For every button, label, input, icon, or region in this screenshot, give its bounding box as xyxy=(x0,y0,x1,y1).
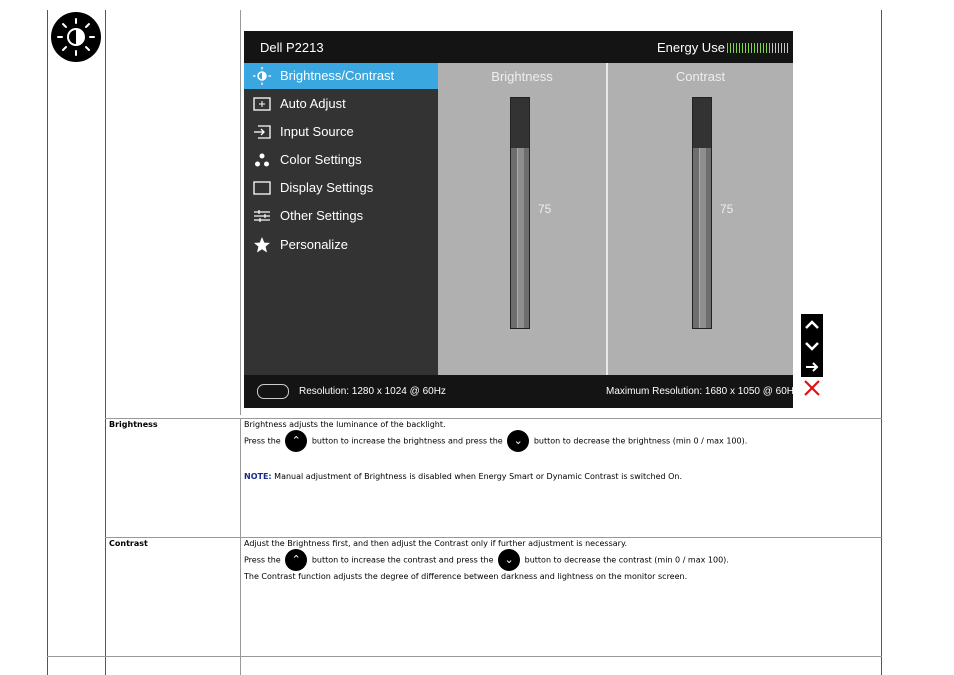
osd-header xyxy=(244,31,793,63)
note-text: Manual adjustment of Brightness is disabled when Energy Smart or Dynamic Contrast is switched On. xyxy=(274,472,683,481)
menu-item-label: Personalize xyxy=(280,237,348,252)
current-resolution: Resolution: 1280 x 1024 @ 60Hz xyxy=(299,386,446,397)
down-button-icon: ⌄ xyxy=(498,549,520,571)
menu-item-label: Color Settings xyxy=(280,152,362,167)
up-button-icon: ⌃ xyxy=(285,430,307,452)
brightness-instructions xyxy=(244,430,747,452)
up-icon[interactable] xyxy=(801,314,823,336)
brightness-slider[interactable] xyxy=(510,97,530,329)
brightness-note xyxy=(244,472,682,481)
menu-item-label: Auto Adjust xyxy=(280,96,346,111)
table-border-right xyxy=(881,10,882,675)
other-settings-icon xyxy=(253,207,271,225)
contrast-slider[interactable] xyxy=(692,97,712,329)
up-button-icon: ⌃ xyxy=(285,549,307,571)
brightness-icon xyxy=(253,67,271,85)
dell-logo-icon xyxy=(257,384,289,399)
menu-item-personalize[interactable] xyxy=(244,232,438,258)
menu-item-input-source[interactable] xyxy=(244,119,438,145)
brightness-value: 75 xyxy=(538,202,552,216)
menu-item-display-settings[interactable] xyxy=(244,175,438,201)
contrast-panel xyxy=(608,63,793,375)
table-border-left xyxy=(47,10,48,675)
table-border-col1 xyxy=(105,10,106,675)
row-label-brightness: Brightness xyxy=(109,420,158,429)
slider-fill xyxy=(699,148,706,328)
osd-menu-screenshot xyxy=(244,31,800,408)
slider-empty xyxy=(511,98,529,148)
note-label: NOTE: xyxy=(244,472,272,481)
brightness-title: Brightness xyxy=(491,69,553,84)
contrast-value: 75 xyxy=(720,202,734,216)
slider-fill xyxy=(517,148,524,328)
menu-item-label: Display Settings xyxy=(280,180,374,195)
auto-adjust-icon xyxy=(253,95,271,113)
table-row-divider xyxy=(47,656,882,657)
table-row-divider xyxy=(105,418,882,419)
star-icon xyxy=(253,236,271,254)
menu-item-label: Brightness/Contrast xyxy=(280,68,395,83)
menu-item-other-settings[interactable] xyxy=(244,203,438,229)
menu-item-auto-adjust[interactable] xyxy=(244,91,438,117)
contrast-description: Adjust the Brightness first, and then adjust the Contrast only if further adjustment is necessary. xyxy=(244,539,628,548)
display-settings-icon xyxy=(253,179,271,197)
text: Press the xyxy=(244,436,281,446)
table-border-col2b xyxy=(240,418,241,675)
menu-item-brightness-contrast[interactable] xyxy=(244,63,438,89)
text: button to decrease the brightness (min 0 / max 100). xyxy=(533,436,748,446)
color-settings-icon xyxy=(253,151,271,169)
table-border-col2 xyxy=(240,10,241,415)
close-icon[interactable] xyxy=(801,377,823,399)
slider-empty xyxy=(693,98,711,148)
row-label-contrast: Contrast xyxy=(109,539,148,548)
text: Press the xyxy=(244,555,281,565)
maximum-resolution: Maximum Resolution: 1680 x 1050 @ 60Hz xyxy=(606,386,800,397)
enter-icon[interactable] xyxy=(801,356,823,378)
down-icon[interactable] xyxy=(801,335,823,357)
down-button-icon: ⌄ xyxy=(507,430,529,452)
contrast-title: Contrast xyxy=(675,69,726,84)
osd-title: Dell P2213 xyxy=(260,40,324,55)
osd-main-menu xyxy=(244,63,438,375)
energy-use-label: Energy Use xyxy=(657,40,725,55)
menu-item-color-settings[interactable] xyxy=(244,147,438,173)
table-row-divider xyxy=(105,537,882,538)
energy-use-meter-remaining xyxy=(772,43,788,53)
osd-footer xyxy=(244,375,800,408)
contrast-instructions xyxy=(244,549,729,571)
text: button to increase the brightness and press the xyxy=(311,436,503,446)
brightness-panel xyxy=(438,63,606,375)
brightness-description: Brightness adjusts the luminance of the backlight. xyxy=(244,420,446,429)
text: button to decrease the contrast (min 0 / max 100). xyxy=(524,555,729,565)
brightness-contrast-icon xyxy=(51,12,101,62)
menu-item-label: Other Settings xyxy=(280,208,364,223)
text: button to increase the contrast and press the xyxy=(311,555,494,565)
contrast-function-description: The Contrast function adjusts the degree of difference between darkness and lightness on the monitor screen. xyxy=(244,572,688,581)
menu-item-label: Input Source xyxy=(280,124,354,139)
input-source-icon xyxy=(253,123,271,141)
